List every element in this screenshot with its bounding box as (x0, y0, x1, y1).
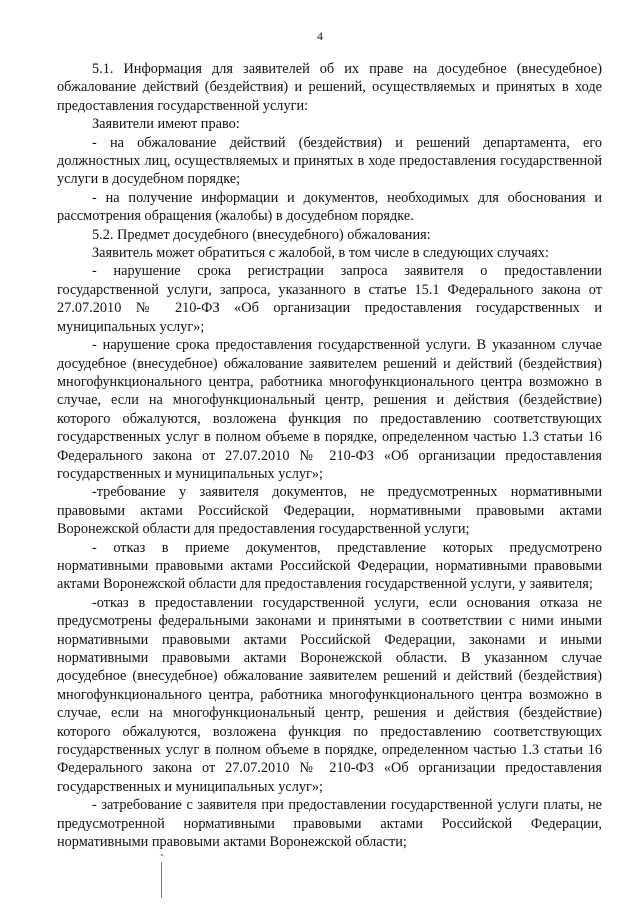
scan-line-artifact (161, 862, 162, 898)
paragraph-case-extra-documents: -требование у заявителя документов, не предусмотренных нормативными правовыми актами Российской Федерации, нормативными правовыми актами Воронежской области для предоставления государственной услуги; (57, 484, 602, 538)
document-body (57, 60, 602, 851)
paragraph-case-term-violation: - нарушение срока предоставления государственной услуги. В указанном случае досудебное (внесудебное) обжалование заявителем решений и действий (бездействия) многофункционального центра, работника многофункционального центра возможно в случае, если на многофункциональный центр, решения и действия (бездействие) которого обжалуются, возложена функция по предоставлению соответствующих государственных услуг в полном объеме в порядке, определенном частью 1.3 статьи 16 Федерального закона от 27.07.2010 № 210-ФЗ «Об организации предоставления государственных и муниципальных услуг»; (57, 337, 602, 482)
paragraph-right-appeal: - на обжалование действий (бездействия) и решений департамента, его должностных лиц, осуществляемых и принятых в ходе предоставления государственной услуги в досудебном порядке; (57, 134, 602, 188)
scan-dot-artifact (161, 854, 163, 856)
paragraph-case-refusal-service: -отказ в предоставлении государственной услуги, если основания отказа не предусмотрены федеральными законами и принятыми в соответствии с ними иными нормативными правовыми актами Российской Федерации, законами и иными нормативными правовыми актами Воронежской области. В указанном случае досудебное (внесудебное) обжалование заявителем решений и действий (бездействия) многофункционального центра, работника многофункционального центра возможно в случае, если на многофункциональный центр, решения и действия (бездействие) которого обжалуются, возложена функция по предоставлению соответствующих государственных услуг в полном объеме в порядке, определенном частью 1.3 статьи 16 Федерального закона от 27.07.2010 № 210-ФЗ «Об организации предоставления государственных и муниципальных услуг»; (57, 594, 602, 795)
paragraph-complaint-cases: Заявитель может обратиться с жалобой, в том числе в следующих случаях: (92, 245, 549, 262)
paragraph-applicants-rights: Заявители имеют право: (92, 116, 240, 133)
paragraph-5-2: 5.2. Предмет досудебного (внесудебного) обжалования: (92, 226, 431, 243)
page-number: 4 (317, 29, 323, 43)
paragraph-case-registration: - нарушение срока регистрации запроса заявителя о предоставлении государственной услуги, запроса, указанного в статье 15.1 Федерального закона от 27.07.2010 № 210-ФЗ «Об организации предоставления государственных и муниципальных услуг»; (57, 263, 602, 335)
paragraph-5-1: 5.1. Информация для заявителей об их праве на досудебное (внесудебное) обжалование действий (бездействия) и решений, осуществляемых и принятых в ходе предоставления государственной услуги: (57, 61, 602, 114)
paragraph-right-information: - на получение информации и документов, необходимых для обоснования и рассмотрения обращения (жалобы) в досудебном порядке. (57, 189, 602, 225)
paragraph-case-refusal-acceptance: - отказ в приеме документов, представление которых предусмотрено нормативными правовыми актами Российской Федерации, нормативными правовыми актами Воронежской области для предоставления государственной услуги, у заявителя; (57, 539, 602, 593)
paragraph-case-fee-demand: - затребование с заявителя при предоставлении государственной услуги платы, не предусмотренной нормативными правовыми актами Российской Федерации, нормативными правовыми актами Воронежской области; (57, 797, 602, 851)
